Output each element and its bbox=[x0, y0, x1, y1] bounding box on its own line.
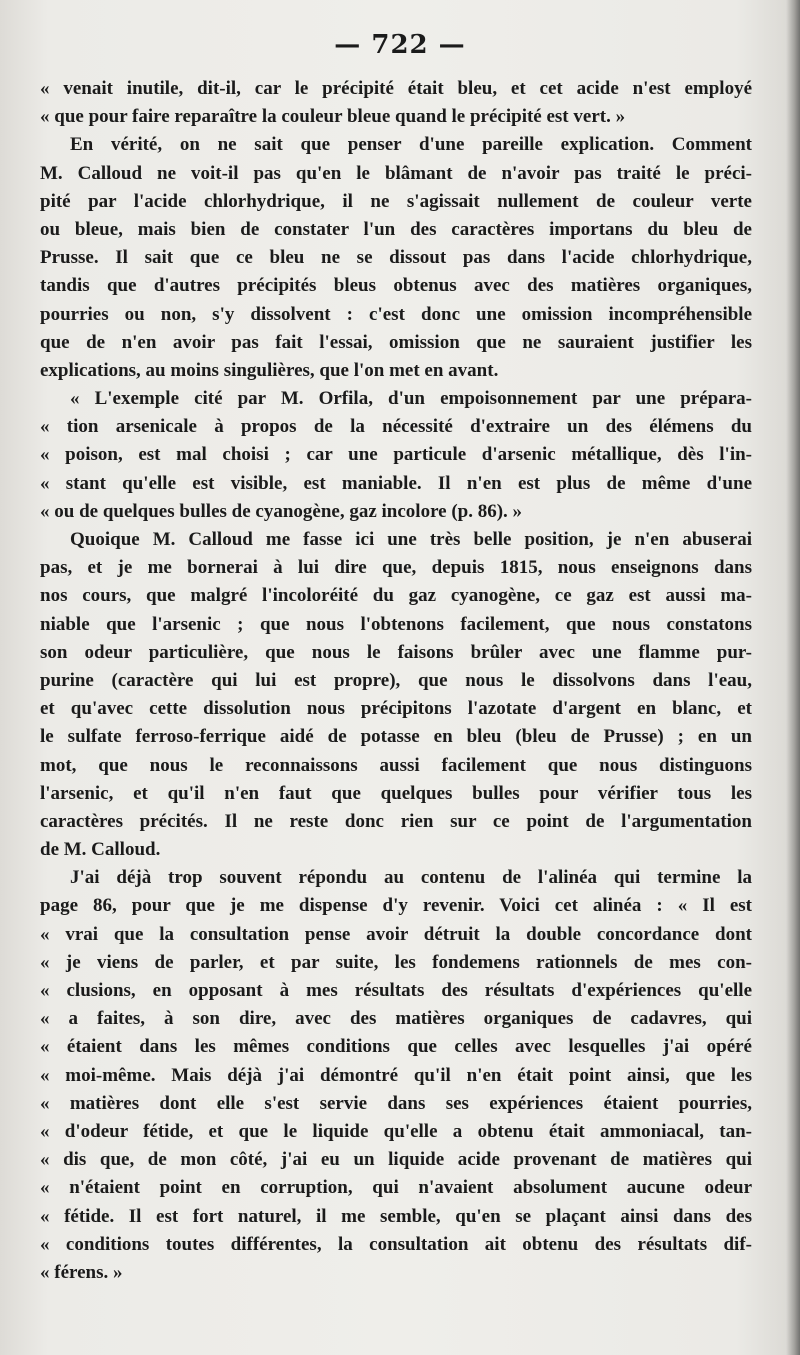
text-line: « dis que, de mon côté, j'ai eu un liquide acide provenant de matières qui bbox=[40, 1149, 752, 1171]
text-line: « que pour faire reparaître la couleur bleue quand le précipité est vert. » bbox=[40, 106, 626, 128]
text-line: « conditions toutes différentes, la consultation ait obtenu des résultats dif- bbox=[40, 1233, 752, 1255]
text-line: « fétide. Il est fort naturel, il me semble, qu'en se plaçant ainsi dans des bbox=[40, 1205, 752, 1227]
text-line: l'arsenic, et qu'il n'en faut que quelques bulles pour vérifier tous les bbox=[40, 782, 752, 804]
text-line: « férens. » bbox=[40, 1261, 123, 1283]
text-line: « moi-même. Mais déjà j'ai démontré qu'il n'en était point ainsi, que les bbox=[40, 1064, 752, 1086]
text-line: J'ai déjà trop souvent répondu au contenu de l'alinéa qui termine la bbox=[70, 867, 752, 889]
text-line: purine (caractère qui lui est propre), que nous le dissolvons dans l'eau, bbox=[40, 669, 752, 691]
text-line: « matières dont elle s'est servie dans ses expériences étaient pourries, bbox=[40, 1092, 752, 1114]
text-line: « venait inutile, dit-il, car le précipité était bleu, et cet acide n'est employé bbox=[40, 78, 752, 99]
text-line: « L'exemple cité par M. Orfila, d'un empoisonnement par une prépara- bbox=[70, 388, 752, 410]
page-edge-shadow bbox=[786, 0, 800, 1355]
text-line: M. Calloud ne voit-il pas qu'en le blâmant de n'avoir pas traité le préci- bbox=[40, 162, 752, 184]
text-line: explications, au moins singulières, que l'on met en avant. bbox=[40, 359, 499, 381]
text-line: mot, que nous le reconnaissons aussi facilement que nous distinguons bbox=[40, 754, 752, 776]
text-line: « ou de quelques bulles de cyanogène, gaz incolore (p. 86). » bbox=[40, 500, 523, 522]
text-line: « clusions, en opposant à mes résultats des résultats d'expériences qu'elle bbox=[40, 980, 752, 1001]
text-line: que de n'en avoir pas fait l'essai, omission que ne sauraient justifier les bbox=[40, 331, 752, 353]
page-number: — 722 — bbox=[334, 30, 466, 60]
text-line: le sulfate ferroso-ferrique aidé de potasse en bleu (bleu de Prusse) ; en un bbox=[40, 726, 752, 748]
text-line: et qu'avec cette dissolution nous précipitons l'azotate d'argent en blanc, et bbox=[40, 698, 752, 720]
text-line: de M. Calloud. bbox=[40, 839, 161, 861]
text-line: son odeur particulière, que nous le faisons brûler avec une flamme pur- bbox=[40, 641, 752, 663]
text-line: « stant qu'elle est visible, est maniable. Il n'en est plus de même d'une bbox=[40, 472, 752, 494]
text-line: « tion arsenicale à propos de la nécessité d'extraire un des élémens du bbox=[40, 416, 752, 438]
text-line: En vérité, on ne sait que penser d'une pareille explication. Comment bbox=[70, 134, 752, 156]
text-line: caractères précités. Il ne reste donc rien sur ce point de l'argumentation bbox=[40, 810, 752, 832]
text-line: ou bleue, mais bien de constater l'un des caractères importans du bleu de bbox=[40, 218, 752, 240]
text-line: page 86, pour que je me dispense d'y revenir. Voici cet alinéa : « Il est bbox=[40, 895, 752, 917]
text-line: pourries ou non, s'y dissolvent : c'est donc une omission incompréhensible bbox=[40, 303, 752, 325]
text-line: nos cours, que malgré l'incoloréité du gaz cyanogène, ce gaz est aussi ma- bbox=[40, 585, 752, 607]
text-line: « a faites, à son dire, avec des matières organiques de cadavres, qui bbox=[40, 1008, 752, 1030]
body-text bbox=[40, 75, 752, 1287]
text-line: « je viens de parler, et par suite, les fondemens rationnels de mes con- bbox=[40, 951, 752, 973]
text-line: « d'odeur fétide, et que le liquide qu'elle a obtenu était ammoniacal, tan- bbox=[40, 1120, 752, 1142]
text-line: Quoique M. Calloud me fasse ici une très belle position, je n'en abuserai bbox=[70, 529, 752, 550]
text-line: « poison, est mal choisi ; car une particule d'arsenic métallique, dès l'in- bbox=[40, 444, 752, 466]
text-line: Prusse. Il sait que ce bleu ne se dissout pas dans l'acide chlorhydrique, bbox=[40, 247, 752, 269]
text-line: « vrai que la consultation pense avoir détruit la double concordance dont bbox=[40, 923, 752, 945]
text-line: « n'étaient point en corruption, qui n'avaient absolument aucune odeur bbox=[40, 1177, 752, 1199]
text-line: « étaient dans les mêmes conditions que celles avec lesquelles j'ai opéré bbox=[40, 1036, 752, 1058]
text-line: pité par l'acide chlorhydrique, il ne s'agissait nullement de couleur verte bbox=[40, 190, 752, 212]
text-line: niable que l'arsenic ; que nous l'obtenons facilement, que nous constatons bbox=[40, 613, 752, 635]
text-line: pas, et je me bornerai à lui dire que, depuis 1815, nous enseignons dans bbox=[40, 557, 752, 579]
text-line: tandis que d'autres précipités bleus obtenus avec des matières organiques, bbox=[40, 275, 752, 297]
